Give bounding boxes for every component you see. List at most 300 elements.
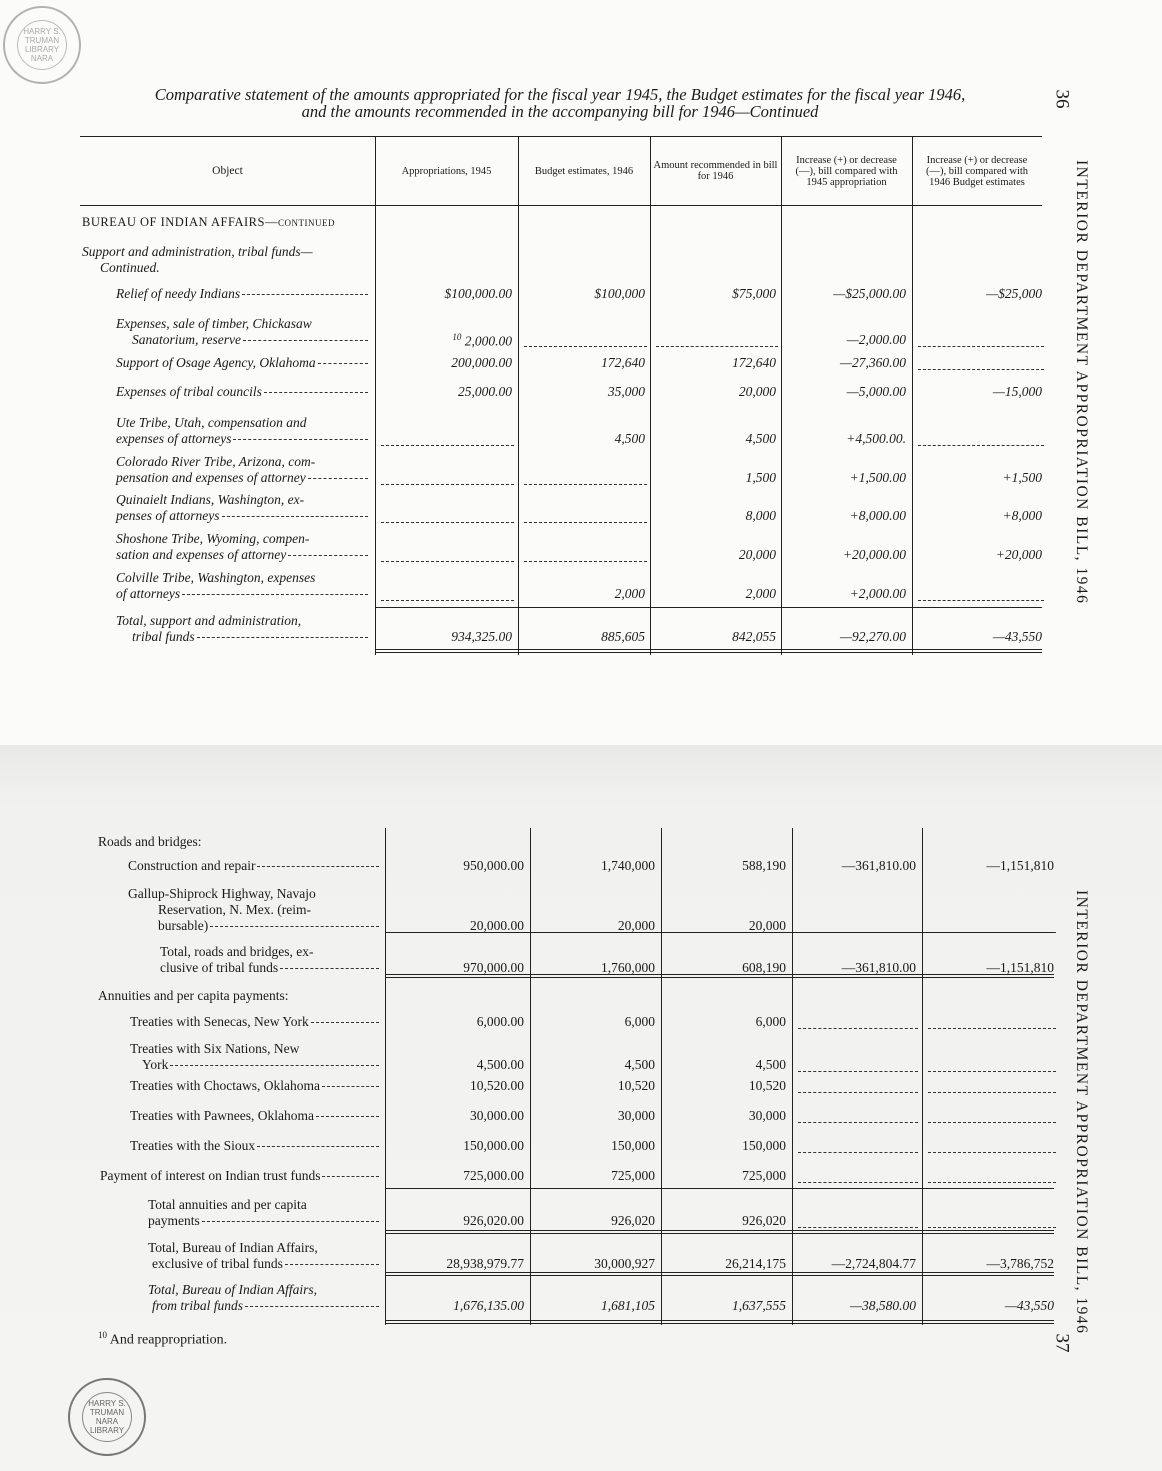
bottom-row-label [128, 858, 379, 874]
value-text: 4,500 [614, 431, 645, 446]
label-line [116, 286, 368, 302]
leader-dots [318, 363, 368, 364]
label-text: Construction and repair [128, 858, 256, 873]
value-text: 725,000 [742, 1168, 786, 1183]
top-value-cell [785, 547, 906, 563]
bottom-col-rule-1 [530, 828, 531, 1325]
top-value-cell [654, 384, 776, 400]
footnote-text: And reappropriation. [109, 1332, 228, 1348]
value-text: 35,000 [607, 384, 645, 399]
bottom-col-rule-0 [385, 828, 386, 1325]
bottom-value-cell [534, 1014, 655, 1030]
value-text: 6,000 [624, 1014, 655, 1029]
footnote [98, 1330, 227, 1349]
bottom-value-cell [389, 1298, 524, 1314]
bottom-empty-cell [928, 1227, 1056, 1228]
heading-line-2: and the amounts recommended in the accompanying bill for 1946—Continued [301, 102, 819, 121]
top-value-cell [654, 470, 776, 486]
top-value-cell [522, 384, 645, 400]
value-text: 2,000 [745, 586, 776, 601]
value-text: 4,500.00 [476, 1057, 524, 1072]
top-value-cell [785, 384, 906, 400]
value-text: —1,151,810 [986, 960, 1054, 975]
top-value-cell [916, 629, 1042, 645]
top-value-cell [785, 431, 906, 447]
label-text: exclusive of tribal funds [152, 1256, 283, 1271]
label-line [128, 902, 379, 918]
leader-dots [322, 1086, 379, 1087]
top-value-cell [916, 470, 1042, 486]
label-text: York [142, 1057, 169, 1072]
value-text: +20,000 [995, 547, 1042, 562]
bottom-empty-cell [928, 1071, 1056, 1072]
leader-dots [280, 968, 379, 969]
label-text: clusive of tribal funds [160, 960, 279, 975]
bottom-row-label [160, 944, 379, 976]
page-heading [80, 86, 1040, 120]
value-text: 950,000.00 [463, 858, 524, 873]
value-text: 4,500 [755, 1057, 786, 1072]
label-text: Relief of needy Indians [116, 286, 241, 301]
bottom-value-cell [665, 1138, 786, 1154]
top-value-cell [522, 586, 645, 602]
label-line [148, 1256, 379, 1272]
label-text: Payment of interest on Indian trust funds [100, 1168, 321, 1183]
value-text: 885,605 [601, 629, 645, 644]
bottom-col-rule-4 [922, 828, 923, 1325]
top-col-rule-4 [912, 137, 913, 655]
top-rule [375, 607, 1042, 608]
stamp-text-bottom: HARRY S. TRUMAN NARA LIBRARY [88, 1399, 126, 1435]
top-empty-cell [381, 522, 514, 523]
bottom-value-cell [389, 1256, 524, 1272]
value-text: 20,000 [738, 384, 776, 399]
label-line [116, 613, 368, 629]
label-line [116, 570, 368, 586]
top-empty-cell [381, 445, 514, 446]
bottom-empty-cell [798, 1152, 918, 1153]
label-line [128, 858, 379, 874]
value-text: 926,020 [611, 1213, 655, 1228]
value-text: 1,681,105 [601, 1298, 655, 1313]
top-rule [80, 205, 1042, 206]
bottom-row-label [148, 1240, 379, 1272]
bottom-double-rule [385, 1272, 1054, 1276]
top-value-cell [785, 629, 906, 645]
label-text: Quinaielt Indians, Washington, ex- [116, 492, 305, 507]
bottom-value-cell [534, 1078, 655, 1094]
leader-dots [288, 555, 368, 556]
value-text: 10,520.00 [470, 1078, 524, 1093]
value-text: 30,000 [617, 1108, 655, 1123]
bottom-value-cell [389, 1138, 524, 1154]
top-row-label [82, 244, 368, 276]
value-text: 2,000 [614, 586, 645, 601]
top-col-rule-3 [781, 137, 782, 655]
label-text: pensation and expenses of attorney [116, 470, 306, 485]
column-header: Appropriations, 1945 [401, 165, 492, 177]
bottom-value-cell [926, 858, 1054, 874]
label-line [98, 834, 379, 850]
bottom-row-label [130, 1014, 379, 1030]
value-text: 30,000,927 [594, 1256, 655, 1271]
bottom-value-cell [534, 1213, 655, 1229]
bottom-value-cell [665, 1078, 786, 1094]
value-text: 2,000.00 [464, 333, 512, 349]
leader-dots [170, 1065, 379, 1066]
top-row-label [116, 454, 368, 486]
bottom-col-rule-2 [661, 828, 662, 1325]
leader-dots [202, 1221, 379, 1222]
value-text: —$25,000.00 [833, 286, 906, 301]
label-line [148, 1282, 379, 1298]
top-col-rule-2 [650, 137, 651, 655]
top-row-label [116, 286, 368, 302]
top-row-label [82, 214, 368, 230]
value-text: —361,810.00 [841, 858, 916, 873]
label-line [100, 1168, 379, 1184]
bottom-empty-cell [798, 1122, 918, 1123]
side-title-bottom: INTERIOR DEPARTMENT APPROPRIATION BILL, 1946 [1073, 890, 1090, 1335]
top-value-cell [379, 384, 512, 400]
top-row-label [116, 316, 368, 348]
value-text: 6,000.00 [476, 1014, 524, 1029]
label-text: Colorado River Tribe, Arizona, com- [116, 454, 316, 469]
value-text: 608,190 [742, 960, 786, 975]
top-value-cell [916, 508, 1042, 524]
top-row-label [116, 355, 368, 371]
value-text: 150,000.00 [463, 1138, 524, 1153]
leader-dots [322, 1176, 379, 1177]
top-value-cell [522, 355, 645, 371]
leader-dots [316, 1116, 379, 1117]
bottom-value-cell [389, 1057, 524, 1073]
top-value-cell [654, 355, 776, 371]
top-value-cell [654, 508, 776, 524]
bottom-value-cell [926, 1256, 1054, 1272]
value-text: 28,938,979.77 [446, 1256, 524, 1271]
value-text: —38,580.00 [849, 1298, 916, 1313]
label-text: Sanatorium, reserve [132, 332, 241, 347]
top-value-cell [522, 629, 645, 645]
value-text: 10,520 [617, 1078, 655, 1093]
bottom-value-cell [534, 1108, 655, 1124]
bottom-row-label [148, 1282, 379, 1314]
top-empty-cell [524, 561, 647, 562]
top-empty-cell [918, 600, 1044, 601]
bottom-empty-cell [798, 1227, 918, 1228]
label-line [160, 944, 379, 960]
bottom-value-cell [665, 1057, 786, 1073]
value-text: 150,000 [611, 1138, 655, 1153]
label-line [128, 886, 379, 902]
value-text: 1,676,135.00 [453, 1298, 524, 1313]
label-line [82, 214, 368, 230]
label-text: tribal funds [132, 629, 195, 644]
leader-dots [182, 594, 368, 595]
top-value-cell [654, 431, 776, 447]
top-empty-cell [656, 346, 778, 347]
leader-dots [197, 637, 368, 638]
leader-dots [264, 392, 368, 393]
side-title-top: INTERIOR DEPARTMENT APPROPRIATION BILL, 1946 [1073, 160, 1090, 605]
label-text: Colville Tribe, Washington, expenses [116, 570, 316, 585]
bottom-value-cell [389, 1108, 524, 1124]
top-row-label [116, 570, 368, 602]
leader-dots [243, 340, 368, 341]
value-text: 26,214,175 [725, 1256, 786, 1271]
label-text: Treaties with Six Nations, New [130, 1041, 300, 1056]
leader-dots [233, 439, 368, 440]
label-line [116, 384, 368, 400]
top-row-label [116, 531, 368, 563]
top-value-cell [916, 286, 1042, 302]
library-stamp-top [3, 6, 81, 84]
top-value-cell [654, 286, 776, 302]
top-value-cell [785, 586, 906, 602]
label-line [130, 1041, 379, 1057]
label-text: payments [148, 1213, 200, 1228]
top-value-cell [654, 629, 776, 645]
top-row-label [116, 613, 368, 645]
bottom-empty-cell [928, 1152, 1056, 1153]
bottom-row-label [98, 834, 379, 850]
top-empty-cell [381, 561, 514, 562]
bottom-empty-cell [928, 1122, 1056, 1123]
leader-dots [308, 478, 368, 479]
value-text: —1,151,810 [986, 858, 1054, 873]
library-stamp-bottom [68, 1378, 146, 1456]
label-text: penses of attorneys [116, 508, 220, 523]
value-text: —361,810.00 [841, 960, 916, 975]
bottom-empty-cell [928, 1182, 1056, 1183]
top-col-rule-0 [375, 137, 376, 655]
bottom-empty-cell [798, 1092, 918, 1093]
value-text: 10,520 [748, 1078, 786, 1093]
value-text: +4,500.00. [846, 431, 906, 446]
label-text: Reservation, N. Mex. (reim- [158, 902, 311, 917]
value-text: +1,500.00 [849, 470, 906, 485]
bottom-value-cell [926, 1298, 1054, 1314]
top-value-cell [916, 547, 1042, 563]
bottom-row-label [130, 1041, 379, 1073]
label-text: Total, support and administration, [116, 613, 302, 628]
top-empty-cell [381, 484, 514, 485]
page-number-top: 36 [1051, 89, 1073, 109]
label-line [130, 1014, 379, 1030]
leader-dots [311, 1022, 379, 1023]
leader-dots [245, 1306, 379, 1307]
value-text: —15,000 [992, 384, 1042, 399]
bottom-value-cell [665, 1168, 786, 1184]
value-text: 30,000.00 [470, 1108, 524, 1123]
bottom-empty-cell [798, 1182, 918, 1183]
bottom-value-cell [796, 858, 916, 874]
stamp-text-top: HARRY S. TRUMAN LIBRARY NARA [23, 27, 61, 63]
value-text: 1,760,000 [601, 960, 655, 975]
bottom-value-cell [534, 1057, 655, 1073]
bottom-value-cell [665, 858, 786, 874]
column-header: Object [212, 164, 243, 177]
bottom-double-rule [385, 974, 1054, 978]
label-text: Total, Bureau of Indian Affairs, [148, 1282, 318, 1297]
leader-dots [257, 1146, 379, 1147]
label-line [148, 1298, 379, 1314]
value-text: —43,550 [1004, 1298, 1054, 1313]
leader-dots [257, 866, 379, 867]
top-col-rule-1 [518, 137, 519, 655]
value-text: —43,550 [992, 629, 1042, 644]
top-value-cell [785, 470, 906, 486]
bottom-row-label [128, 886, 379, 934]
leader-dots [242, 294, 368, 295]
label-line [116, 431, 368, 447]
label-line [116, 531, 368, 547]
bottom-value-cell [665, 1298, 786, 1314]
bottom-value-cell [534, 858, 655, 874]
page-number-bottom: 37 [1051, 1333, 1073, 1353]
label-line [148, 1240, 379, 1256]
value-text: 200,000.00 [451, 355, 512, 370]
bottom-value-cell [389, 1014, 524, 1030]
heading-line-1: Comparative statement of the amounts appropriated for the fiscal year 1945, the Budget estimates for the fiscal year 1946, [154, 85, 966, 104]
label-line [130, 1057, 379, 1073]
label-text: Total annuities and per capita [148, 1197, 307, 1212]
label-line [116, 355, 368, 371]
value-text: 20,000 [748, 918, 786, 933]
top-empty-cell [918, 346, 1044, 347]
label-line [130, 1078, 379, 1094]
bottom-value-cell [389, 1168, 524, 1184]
value-text: —2,000.00 [846, 332, 906, 347]
label-text: Roads and bridges: [98, 834, 202, 849]
value-text: +1,500 [1002, 470, 1042, 485]
label-text: Total, Bureau of Indian Affairs, [148, 1240, 318, 1255]
label-text: expenses of attorneys [116, 431, 232, 446]
label-line [116, 454, 368, 470]
label-line [116, 492, 368, 508]
label-text: bursable) [158, 918, 209, 933]
value-text: 172,640 [601, 355, 645, 370]
bottom-value-cell [796, 1256, 916, 1272]
top-value-cell [916, 384, 1042, 400]
top-value-cell [654, 586, 776, 602]
label-text: Gallup-Shiprock Highway, Navajo [128, 886, 316, 901]
value-text: —5,000.00 [846, 384, 906, 399]
top-value-cell [785, 355, 906, 371]
label-text: from tribal funds [152, 1298, 244, 1313]
value-text: —2,724,804.77 [831, 1256, 916, 1271]
footnote-ref: 10 [452, 332, 462, 342]
label-line [148, 1197, 379, 1213]
label-text: Annuities and per capita payments: [98, 988, 289, 1003]
value-text: 926,020.00 [463, 1213, 524, 1228]
top-empty-cell [381, 600, 514, 601]
table-top-rule [80, 136, 1042, 137]
label-line [116, 508, 368, 524]
value-text: +2,000.00 [849, 586, 906, 601]
bottom-value-cell [534, 1138, 655, 1154]
value-text: $75,000 [732, 286, 776, 301]
label-line [116, 470, 368, 486]
bottom-row-label [100, 1168, 379, 1184]
top-value-cell [379, 629, 512, 645]
top-empty-cell [524, 484, 647, 485]
top-value-cell [785, 332, 906, 348]
value-text: 30,000 [748, 1108, 786, 1123]
bottom-empty-cell [928, 1028, 1056, 1029]
value-text: $100,000 [594, 286, 645, 301]
leader-dots [285, 1264, 379, 1265]
label-text: Total, roads and bridges, ex- [160, 944, 314, 959]
label-text: Shoshone Tribe, Wyoming, compen- [116, 531, 310, 546]
top-value-cell [379, 355, 512, 371]
bottom-double-rule [385, 1320, 1054, 1324]
bottom-value-cell [534, 1168, 655, 1184]
value-text: 25,000.00 [458, 384, 512, 399]
leader-dots [222, 516, 369, 517]
value-text: 970,000.00 [463, 960, 524, 975]
bottom-value-cell [665, 1108, 786, 1124]
top-value-cell [379, 332, 512, 350]
label-line [98, 988, 379, 1004]
bottom-col-rule-3 [792, 828, 793, 1325]
value-text: —$25,000 [986, 286, 1042, 301]
bottom-value-cell [389, 1078, 524, 1094]
top-value-cell [379, 286, 512, 302]
value-text: 842,055 [732, 629, 776, 644]
top-empty-cell [918, 369, 1044, 370]
label-text: Treaties with the Sioux [130, 1138, 256, 1153]
bottom-empty-cell [928, 1092, 1056, 1093]
value-text: 20,000 [738, 547, 776, 562]
label-text: BUREAU OF INDIAN AFFAIRS—continued [82, 215, 335, 229]
label-text: Ute Tribe, Utah, compensation and [116, 415, 307, 430]
label-text: Support of Osage Agency, Oklahoma [116, 355, 316, 370]
value-text: 1,500 [745, 470, 776, 485]
label-line [116, 415, 368, 431]
label-text: Treaties with Senecas, New York [130, 1014, 309, 1029]
value-text: 4,500 [624, 1057, 655, 1072]
label-line [130, 1138, 379, 1154]
value-text: 172,640 [732, 355, 776, 370]
label-line [82, 260, 368, 276]
label-text: Treaties with Choctaws, Oklahoma [130, 1078, 320, 1093]
label-line [148, 1213, 379, 1229]
bottom-empty-cell [798, 1071, 918, 1072]
label-line [128, 918, 379, 934]
bottom-value-cell [389, 858, 524, 874]
top-value-cell [654, 547, 776, 563]
value-text: 6,000 [755, 1014, 786, 1029]
bottom-value-cell [534, 1256, 655, 1272]
label-line [82, 244, 368, 260]
bottom-value-cell [796, 1298, 916, 1314]
label-text: of attorneys [116, 586, 181, 601]
top-value-cell [785, 286, 906, 302]
bottom-double-rule [385, 1230, 1054, 1234]
label-line [130, 1108, 379, 1124]
value-text: 20,000.00 [470, 918, 524, 933]
value-text: —27,360.00 [839, 355, 906, 370]
value-text: 926,020 [742, 1213, 786, 1228]
value-text: 725,000 [611, 1168, 655, 1183]
top-row-label [116, 384, 368, 400]
top-empty-cell [524, 522, 647, 523]
label-line [116, 332, 368, 348]
value-text: 588,190 [742, 858, 786, 873]
top-double-rule [375, 649, 1042, 653]
